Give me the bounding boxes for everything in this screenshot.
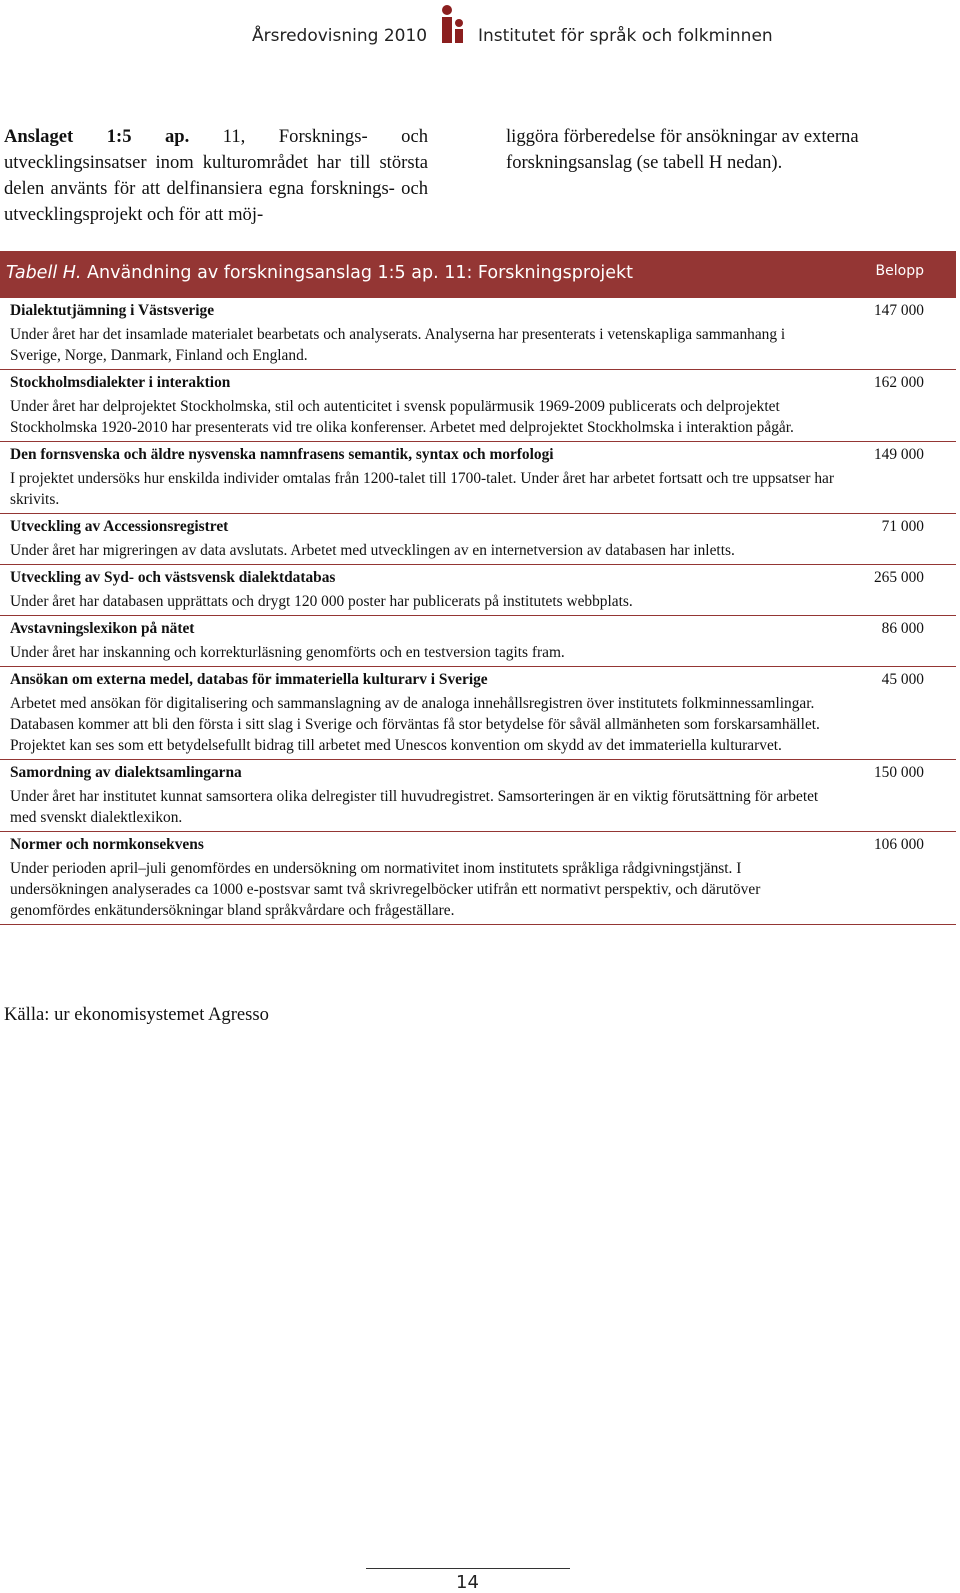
table-row bbox=[0, 667, 956, 760]
table-title-label: Tabell H. bbox=[6, 263, 82, 283]
project-title: Den fornsvenska och äldre nysvenska namnfrasens semantik, syntax och morfologi bbox=[10, 446, 554, 463]
project-amount: 150 000 bbox=[873, 764, 924, 781]
table-row bbox=[0, 298, 956, 370]
project-amount: 86 000 bbox=[881, 620, 924, 637]
project-title: Normer och normkonsekvens bbox=[10, 836, 204, 853]
institute-name: Institutet för språk och folkminnen bbox=[478, 26, 773, 46]
project-description: Under året har institutet kunnat samsortera olika delregister till huvudregistret. Samsorteringen är en viktig förutsättning för arbetet med svenskt dialektlexikon. bbox=[10, 788, 819, 826]
project-table bbox=[0, 298, 956, 925]
amount-column-header: Belopp bbox=[875, 263, 924, 279]
project-amount: 45 000 bbox=[881, 671, 924, 688]
project-title: Utveckling av Accessionsregistret bbox=[10, 518, 229, 535]
institute-logo-icon bbox=[440, 3, 464, 47]
project-title: Ansökan om externa medel, databas för immateriella kulturarv i Sverige bbox=[10, 671, 488, 688]
project-description: Under året har inskanning och korrekturläsning genomförts och en testversion tagits fram. bbox=[10, 644, 565, 661]
project-description: Under året har migreringen av data avslutats. Arbetet med utvecklingen av en internetversion av databasen har inletts. bbox=[10, 542, 735, 559]
source-note: Källa: ur ekonomisystemet Agresso bbox=[4, 1004, 269, 1025]
project-title: Avstavningslexikon på nätet bbox=[10, 620, 195, 637]
table-row bbox=[0, 442, 956, 514]
project-amount: 149 000 bbox=[873, 446, 924, 463]
table-title-text: Användning av forskningsanslag 1:5 ap. 11: Forskningsprojekt bbox=[81, 263, 634, 283]
project-description: Under året har delprojektet Stockholmska, stil och autenticitet i svensk populärmusik 1969-2009 publicerats och delprojektet Stockholmska 1920-2010 har presenterats vid tre olika konferenser. Arbetet med delprojektet Stockholmska i interaktion pågår. bbox=[10, 398, 794, 436]
intro-paragraph-right: liggöra förberedelse för ansökningar av externa forskningsanslag (se tabell H nedan). bbox=[506, 126, 859, 173]
project-description: Under året har databasen upprättats och drygt 120 000 poster har publicerats på institutets webbplats. bbox=[10, 593, 633, 610]
project-amount: 265 000 bbox=[873, 569, 924, 586]
table-row bbox=[0, 616, 956, 667]
project-amount: 106 000 bbox=[873, 836, 924, 853]
report-title: Årsredovisning 2010 bbox=[252, 26, 428, 46]
project-title: Dialektutjämning i Västsverige bbox=[10, 302, 215, 319]
project-description: Under året har det insamlade materialet bearbetats och analyserats. Analyserna har presenterats i vetenskapliga sammanhang i Sverige, Norge, Danmark, Finland och England. bbox=[10, 326, 786, 364]
project-description: Arbetet med ansökan för digitalisering och sammanslagning av de analoga innehållsregistren över institutets folkminnessamlingar. Databasen kommer att bli den första i sitt slag i Sverige och förväntas få stor betydelse för såväl allmänheten som forskarsamhället. Projektet kan ses som ett betydelsefullt bidrag till arbetet med Unescos konvention om skydd av det immateriella kulturarvet. bbox=[10, 695, 820, 754]
project-amount: 71 000 bbox=[881, 518, 924, 535]
table-row bbox=[0, 760, 956, 832]
page-header bbox=[0, 0, 960, 60]
project-title: Utveckling av Syd- och västsvensk dialektdatabas bbox=[10, 569, 336, 586]
footer-divider bbox=[366, 1568, 570, 1569]
project-title: Stockholmsdialekter i interaktion bbox=[10, 374, 231, 391]
project-amount: 147 000 bbox=[873, 302, 924, 319]
table-row bbox=[0, 370, 956, 442]
project-description: I projektet undersöks hur enskilda individer omtalas från 1200-talet till 1700-talet. Under året har arbetet fortsatt och tre uppsatser har skrivits. bbox=[10, 470, 834, 508]
project-description: Under perioden april–juli genomfördes en undersökning om normativitet inom institutets språkliga rådgivningstjänst. I undersökningen analyserades ca 1000 e-postsvar samt två skrivregelböcker utifrån ett normativt perspektiv, och därutöver genomfördes enkätundersökningar bland språkvårdare och frågeställare. bbox=[10, 860, 761, 919]
intro-text-left: 11, Forsknings- och utvecklingsinsatser inom kulturområdet har till största delen använts för att delfinansiera egna forsknings- och utvecklingsprojekt och för att möj- bbox=[4, 126, 428, 225]
table-title bbox=[6, 263, 633, 283]
intro-paragraph-left bbox=[4, 124, 428, 228]
intro-bold-lead: Anslaget 1:5 ap. bbox=[4, 126, 190, 147]
table-header bbox=[0, 251, 956, 298]
page-number: 14 bbox=[456, 1572, 479, 1593]
table-row bbox=[0, 514, 956, 565]
table-row bbox=[0, 565, 956, 616]
table-row bbox=[0, 832, 956, 925]
project-title: Samordning av dialektsamlingarna bbox=[10, 764, 242, 781]
project-amount: 162 000 bbox=[873, 374, 924, 391]
